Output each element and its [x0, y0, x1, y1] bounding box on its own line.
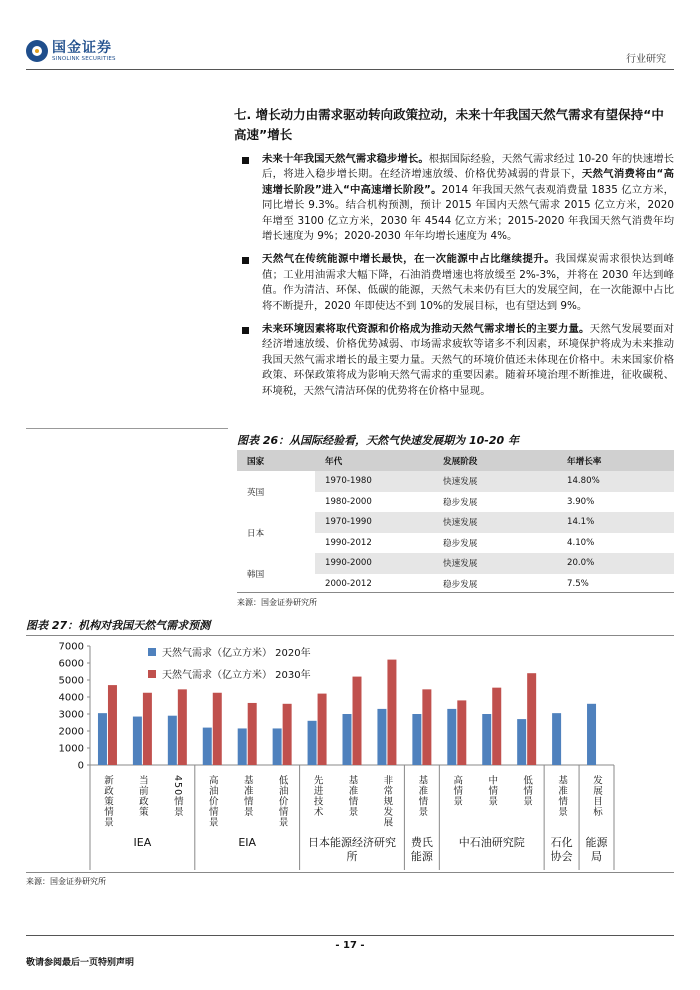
y-tick-label: 7000 [58, 641, 84, 653]
x-category-label: 中情景 [486, 775, 498, 807]
bar-2030 [527, 673, 536, 765]
x-category-label: 高油价情景 [206, 775, 218, 828]
table-source-divider [237, 592, 674, 593]
y-tick-label: 5000 [58, 675, 84, 687]
bar-2020 [587, 704, 596, 765]
bar-2030 [457, 700, 466, 765]
bar-2020 [517, 719, 526, 765]
table-header-cell: 发展阶段 [433, 450, 557, 471]
bar-2030 [108, 685, 117, 765]
logo-en-text: SINOLINK SECURITIES [52, 55, 116, 62]
bar-2020 [203, 728, 212, 765]
bar-2020 [133, 717, 142, 765]
section-title: 七. 增长动力由需求驱动转向政策拉动，未来十年我国天然气需求有望保持“中高速”增长 [234, 107, 664, 142]
legend-label: 天然气需求（亿立方米） 2030年 [162, 670, 311, 681]
bar-2030 [178, 689, 187, 765]
country-cell: 韩国 [237, 553, 315, 594]
bar-2020 [343, 714, 352, 765]
bar-2020 [168, 716, 177, 765]
bullet-item [238, 152, 674, 244]
growth-table [237, 450, 674, 594]
x-category-label: 发展目标 [591, 775, 603, 817]
table-cell: 3.90% [567, 496, 595, 507]
y-tick-label: 2000 [58, 726, 84, 738]
x-group-label: IEA [133, 836, 152, 849]
header-divider [26, 69, 674, 70]
legend-swatch [148, 670, 156, 678]
bar-2030 [213, 693, 222, 765]
x-category-label: 低情景 [521, 775, 533, 807]
legend-swatch [148, 648, 156, 656]
bar-2020 [482, 714, 491, 765]
bar-2020 [273, 728, 282, 765]
bar-2020 [377, 709, 386, 765]
x-category-label: 非常规发展 [381, 775, 393, 828]
page-number: - 17 - [335, 940, 365, 951]
logo-icon [26, 40, 48, 62]
table-cell: 1980-2000 [325, 496, 372, 507]
x-group-label: 能源 [410, 850, 433, 863]
table-cell: 快速发展 [433, 512, 557, 533]
x-group-label: 石化 [550, 836, 573, 849]
bar-2020 [412, 714, 421, 765]
table-cell: 稳步发展 [443, 579, 478, 590]
bar-2020 [308, 721, 317, 765]
bar-2030 [492, 688, 501, 765]
table-cell: 1970-1980 [315, 471, 433, 492]
x-category-label: 基准情景 [241, 775, 253, 817]
bullet-bold-text: 天然气在传统能源中增长最快，在一次能源中占比继续提升。 [262, 253, 556, 266]
table-cell: 4.10% [567, 537, 595, 548]
x-group-label: 能源 [585, 836, 608, 849]
disclaimer: 敬请参阅最后一页特别声明 [26, 958, 135, 968]
x-category-label: 先进技术 [311, 775, 323, 817]
table-cell: 20.0% [557, 553, 674, 574]
bullet-item [238, 322, 674, 399]
country-cell: 日本 [237, 512, 315, 553]
bar-2030 [283, 704, 292, 765]
table-cell: 1990-2000 [315, 553, 433, 574]
bullet-item [238, 252, 674, 314]
table-cell: 14.1% [557, 512, 674, 533]
bullet-text: 天然气发展要面对经济增速放缓、价格优势减弱、市场需求疲软等诸多不利因素，环境保护将成为未来推动我国天然气需求增长的最主要力量。天然气的环境价值还未体现在价格中。未来国家价格政策、环保政策将成为影响天然气需求的重要因素。随着环境治理不断推进，征收碳税、环境税，天然气清洁环保的优势将在价格中显现。 [262, 323, 675, 397]
bullet-text: 我国煤炭需求很快达到峰值；工业用油需求大幅下降，石油消费增速也将放缓至 2%-3%，并将在 2030 年达到峰值。作为清洁、环保、低碳的能源，天然气未来仍有巨大的发展空间，在一次能源中占比将不断提升，2020 年即使达不到 10%的发展目标，也有望达到 9%。 [262, 253, 675, 312]
chart-source: 来源：国金证券研究所 [26, 877, 106, 886]
legend-label: 天然气需求（亿立方米） 2020年 [162, 648, 311, 659]
bar-2030 [387, 660, 396, 765]
x-category-label: 新政策情景 [101, 775, 113, 828]
x-group-label: 局 [591, 850, 603, 863]
y-tick-label: 4000 [58, 692, 84, 704]
bar-2030 [353, 677, 362, 765]
x-group-label: 费氏 [410, 836, 433, 849]
bar-2030 [248, 703, 257, 765]
y-tick-label: 1000 [58, 743, 84, 755]
x-group-label: 日本能源经济研究 [308, 836, 396, 849]
table-row [237, 471, 674, 492]
table-cell: 1990-2012 [325, 537, 372, 548]
table-row [237, 512, 674, 533]
left-divider [26, 428, 228, 429]
bullet-list [238, 152, 674, 407]
table-cell: 稳步发展 [443, 497, 478, 508]
chart-title: 图表 27：机构对我国天然气需求预测 [26, 617, 674, 636]
table-header-cell: 国家 [237, 450, 315, 471]
logo-cn-text: 国金证券 [52, 39, 112, 56]
bullet-bold-text: 未来环境因素将取代资源和价格成为推动天然气需求增长的主要力量。 [262, 323, 590, 336]
bullet-bold-text: 天然气消费将由“高速增长阶段”进入“中高速增长阶段”。 [262, 168, 674, 196]
bar-2030 [143, 693, 152, 765]
x-group-label: 中石油研究院 [458, 836, 525, 849]
bullet-text: 2014 年我国天然气表观消费量 1835 亿立方米，同比增长 9.3%。结合机构预测，预计 2015 年国内天然气需求 2015 亿立方米，2020 年增至 3100 亿立方米，2030 年 4544 亿立方米；2015-2020 年我国天然气消费年均增长速度为 9%；2020-2030 年年均增长速度为 4%。 [262, 183, 674, 243]
y-tick-label: 0 [77, 760, 84, 772]
x-category-label: 基准情景 [556, 775, 568, 817]
x-category-label: 基准情景 [416, 775, 428, 817]
bar-2030 [318, 694, 327, 765]
y-tick-label: 3000 [58, 709, 84, 721]
page-header [26, 40, 674, 70]
bar-2020 [238, 728, 247, 765]
table-cell: 稳步发展 [443, 538, 478, 549]
table-cell: 7.5% [567, 578, 589, 589]
table-row [237, 553, 674, 574]
table-cell: 1970-1990 [315, 512, 433, 533]
table-header-cell: 年增长率 [557, 450, 674, 471]
bullet-text: 根据国际经验，天然气需求经过 10-20 年的快速增长后，将进入稳步增长期。在经济增速放缓、价格优势减弱的背景下， [262, 153, 675, 181]
x-category-label: 基准情景 [346, 775, 358, 817]
table-title: 图表 26：从国际经验看，天然气快速发展期为 10-20 年 [237, 432, 674, 451]
company-logo [26, 40, 116, 62]
bullet-bold-text: 未来十年我国天然气需求稳步增长。 [262, 153, 429, 165]
table-header-cell: 年代 [315, 450, 433, 471]
table-cell: 快速发展 [433, 553, 557, 574]
bullet-square-icon [242, 327, 249, 334]
bar-2020 [552, 713, 561, 765]
table-cell: 2000-2012 [325, 578, 372, 589]
bullet-square-icon [242, 257, 249, 264]
bullet-square-icon [242, 157, 249, 164]
bar-2030 [422, 689, 431, 765]
x-category-label: 当前政策 [136, 775, 148, 817]
chart-source-divider [26, 872, 674, 873]
y-tick-label: 6000 [58, 658, 84, 670]
footer-divider [26, 935, 674, 936]
x-category-label: 450情景 [171, 775, 183, 818]
bar-2020 [447, 709, 456, 765]
x-group-label: 协会 [550, 850, 573, 863]
report-category: 行业研究 [626, 54, 666, 65]
table-cell: 快速发展 [433, 471, 557, 492]
x-group-label: 所 [346, 850, 358, 863]
x-category-label: 低油价情景 [276, 775, 288, 828]
table-cell: 14.80% [557, 471, 674, 492]
country-cell: 英国 [237, 471, 315, 512]
table-source: 来源：国金证券研究所 [237, 598, 317, 607]
x-category-label: 高情景 [451, 775, 463, 807]
demand-forecast-chart [26, 636, 674, 870]
bar-2020 [98, 713, 107, 765]
x-group-label: EIA [238, 836, 257, 849]
